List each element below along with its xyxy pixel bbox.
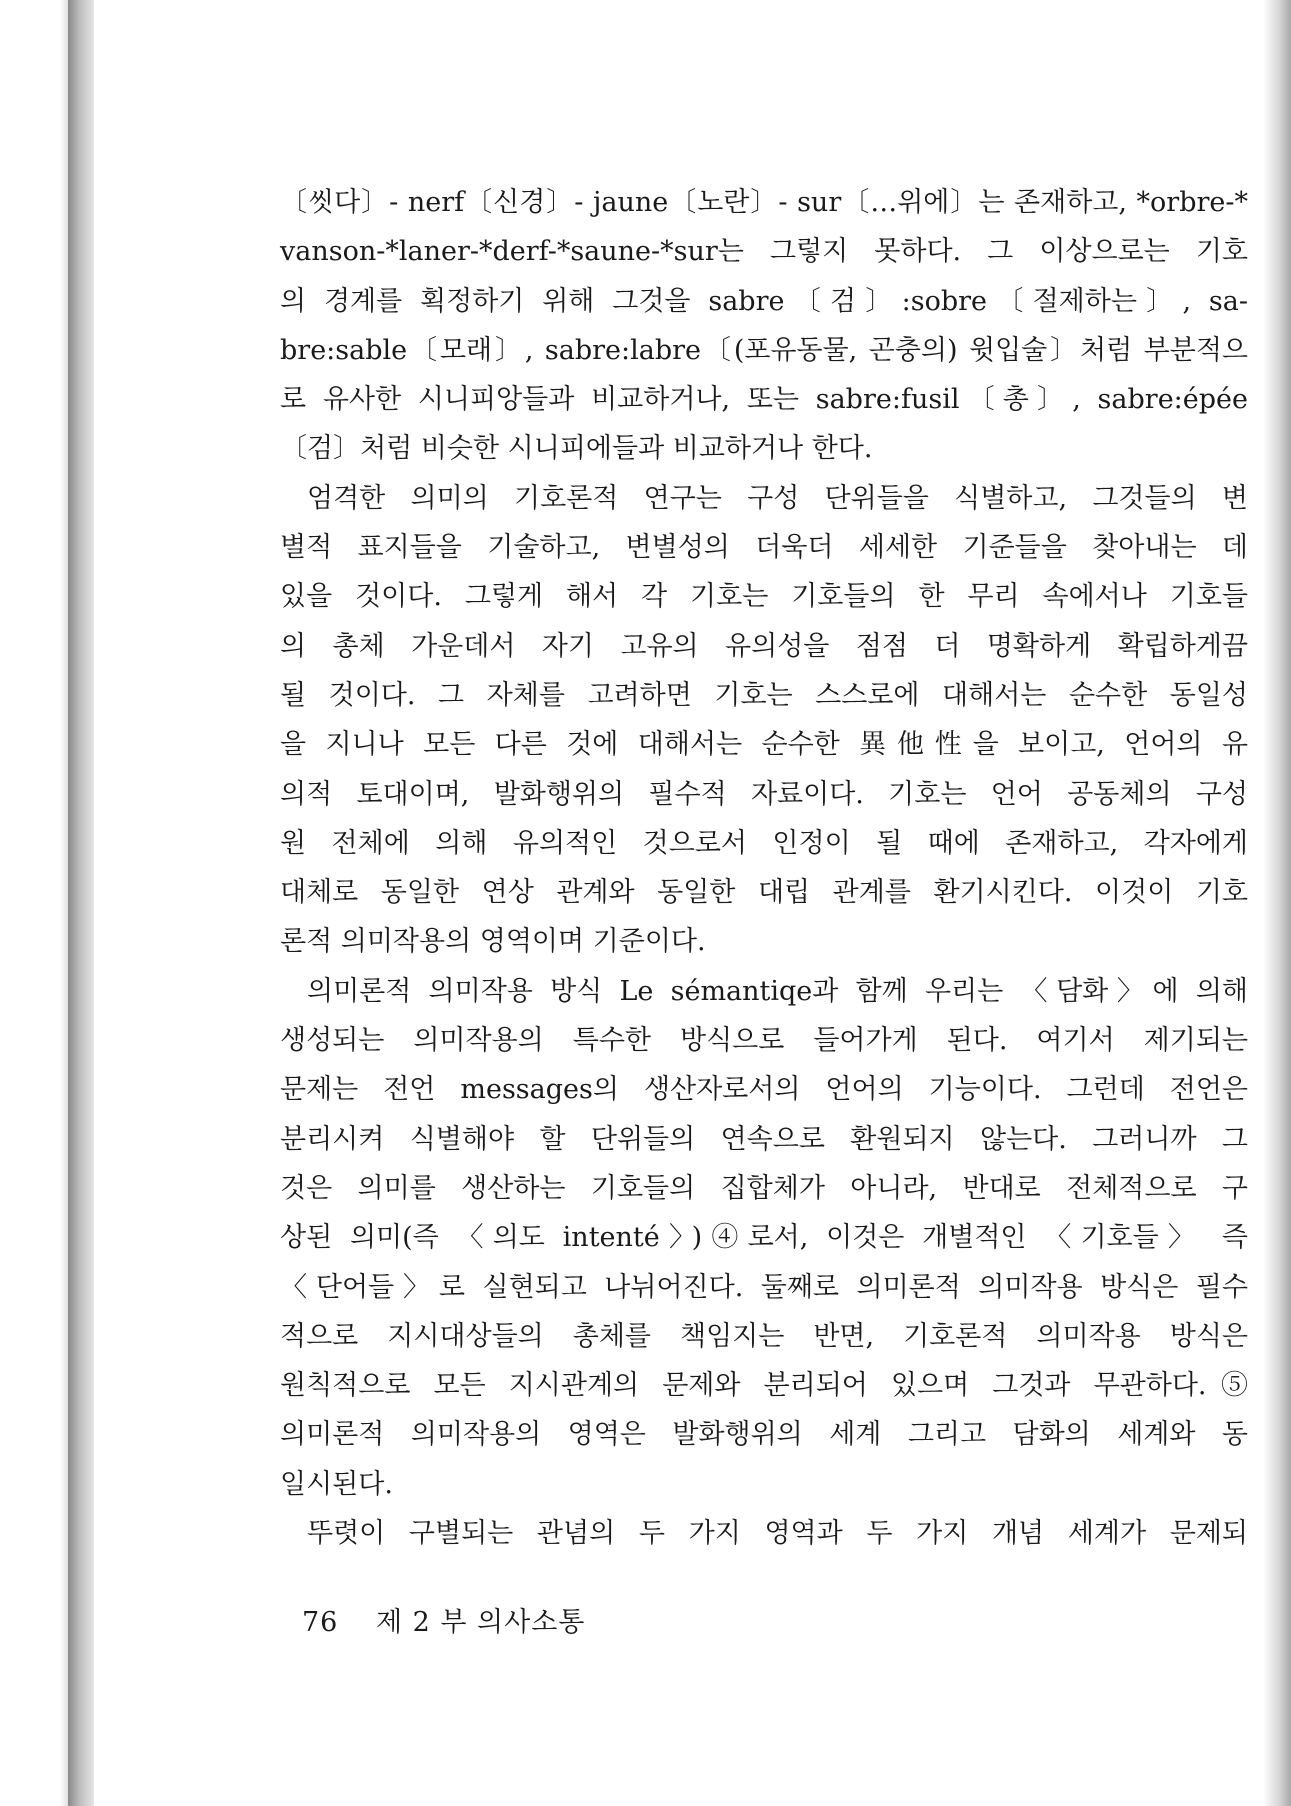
- text-line: 원칙적으로 모든 지시관계의 문제와 분리되어 있으며 그것과 무관하다.⑤: [280, 1370, 1248, 1402]
- text-line: 의미론적 의미작용의 영역은 발화행위의 세계 그리고 담화의 세계와 동: [280, 1419, 1248, 1451]
- text-line: 있을 것이다. 그렇게 해서 각 기호는 기호들의 한 무리 속에서나 기호들: [280, 581, 1248, 613]
- text-line: 일시된다.: [280, 1468, 393, 1500]
- page-number: 76: [302, 1607, 339, 1638]
- text-line: 대체로 동일한 연상 관계와 동일한 대립 관계를 환기시킨다. 이것이 기호: [280, 877, 1248, 909]
- text-line: 적으로 지시대상들의 총체를 책임지는 반면, 기호론적 의미작용 방식은: [280, 1320, 1248, 1352]
- text-line: 분리시켜 식별해야 할 단위들의 연속으로 환원되지 않는다. 그러니까 그: [280, 1123, 1248, 1155]
- text-line: 문제는 전언 messages의 생산자로서의 언어의 기능이다. 그런데 전언은: [280, 1074, 1248, 1106]
- text-line: 것은 의미를 생산하는 기호들의 집합체가 아니라, 반대로 전체적으로 구: [280, 1172, 1248, 1204]
- text-line: bre:sable〔모래〕, sabre:labre〔(포유동물, 곤충의) 윗입술〕처럼 부분적으: [280, 334, 1248, 366]
- text-line: 될 것이다. 그 자체를 고려하면 기호는 스스로에 대해서는 순수한 동일성: [280, 679, 1248, 711]
- text-line: 의적 토대이며, 발화행위의 필수적 자료이다. 기호는 언어 공동체의 구성: [280, 778, 1248, 810]
- text-line: 별적 표지들을 기술하고, 변별성의 더욱더 세세한 기준들을 찾아내는 데: [280, 532, 1248, 564]
- text-line: 〈단어들〉로 실현되고 나뉘어진다. 둘째로 의미론적 의미작용 방식은 필수: [280, 1271, 1248, 1303]
- text-line: 의 경계를 획정하기 위해 그것을 sabre〔검〕:sobre〔절제하는〕, sa-: [280, 285, 1248, 317]
- text-line: 로 유사한 시니피앙들과 비교하거나, 또는 sabre:fusil〔총〕, sabre:épée: [280, 384, 1248, 416]
- section-title: 제 2 부 의사소통: [375, 1607, 586, 1638]
- text-line: 원 전체에 의해 유의적인 것으로서 인정이 될 때에 존재하고, 각자에게: [280, 827, 1248, 859]
- text-line: 생성되는 의미작용의 특수한 방식으로 들어가게 된다. 여기서 제기되는: [280, 1025, 1248, 1057]
- text-line: 상된 의미(즉 〈의도 intenté〉)④로서, 이것은 개별적인 〈기호들〉 즉: [280, 1222, 1248, 1254]
- paragraph: [280, 474, 1248, 967]
- text-line: vanson-*laner-*derf-*saune-*sur는 그렇지 못하다. 그 이상으로는 기호: [280, 236, 1248, 268]
- page-edge-shadow: [1263, 0, 1291, 1806]
- paragraph: [280, 967, 1248, 1509]
- body-text: [280, 178, 1248, 1558]
- text-line: 뚜렷이 구별되는 관념의 두 가지 영역과 두 가지 개념 세계가 문제되: [307, 1518, 1248, 1550]
- book-page: [94, 0, 1263, 1806]
- page-footer: [302, 1600, 585, 1639]
- paragraph: [280, 1509, 1248, 1558]
- book-spine-shadow: [68, 0, 94, 1806]
- text-line: 의미론적 의미작용 방식 Le sémantiqe과 함께 우리는 〈담화〉에 의해: [307, 975, 1248, 1007]
- text-line: 론적 의미작용의 영역이며 기준이다.: [280, 926, 706, 958]
- text-line: 엄격한 의미의 기호론적 연구는 구성 단위들을 식별하고, 그것들의 변: [307, 482, 1248, 514]
- text-line: 을 지니나 모든 다른 것에 대해서는 순수한 異他性을 보이고, 언어의 유: [280, 729, 1248, 761]
- text-line: 의 총체 가운데서 자기 고유의 유의성을 점점 더 명확하게 확립하게끔: [280, 630, 1248, 662]
- paragraph: [280, 178, 1248, 474]
- text-line: 〔검〕처럼 비슷한 시니피에들과 비교하거나 한다.: [280, 433, 873, 465]
- text-line: 〔씻다〕- nerf〔신경〕- jaune〔노란〕- sur〔…위에〕는 존재하고, *orbre-*: [280, 187, 1248, 218]
